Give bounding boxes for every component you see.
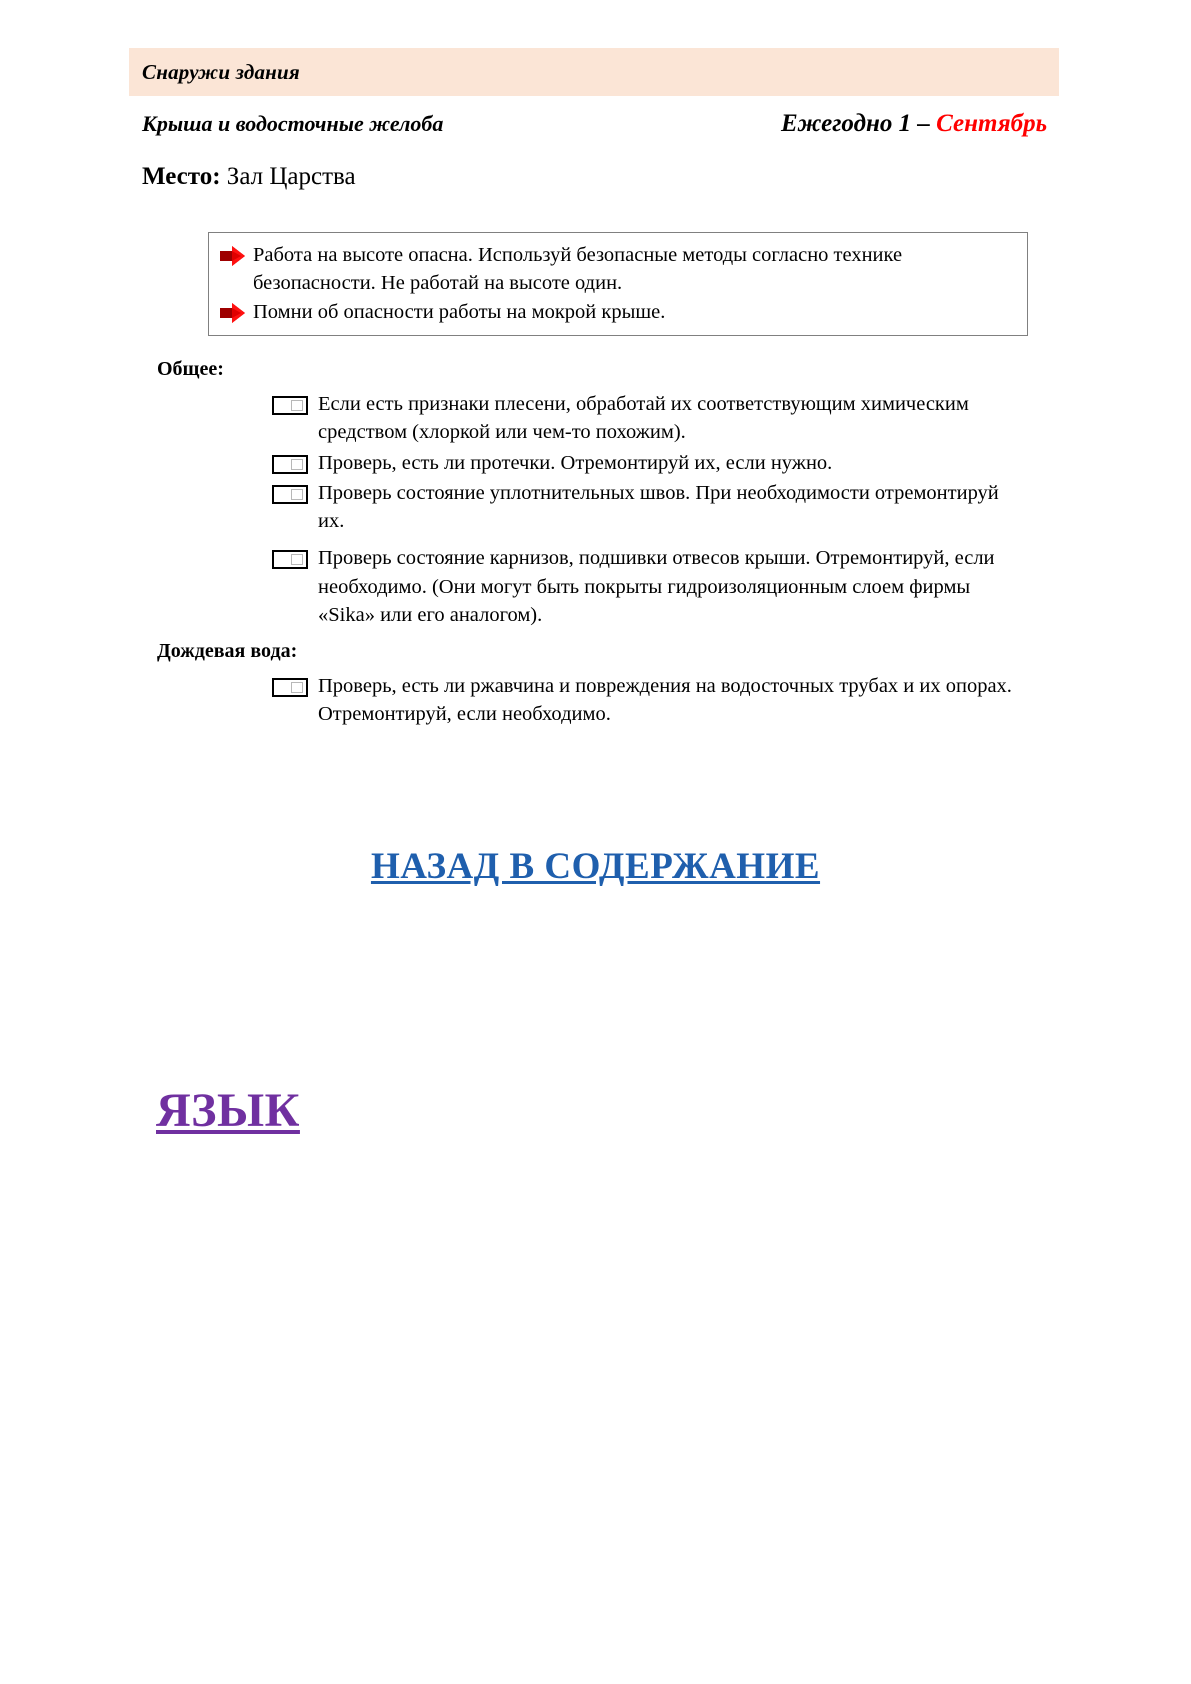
- language-link[interactable]: [156, 1083, 300, 1138]
- checkbox[interactable]: [272, 678, 308, 697]
- section-heading-general: Общее:: [157, 358, 224, 380]
- safety-warning-box: [208, 232, 1028, 336]
- checklist-item[interactable]: [272, 544, 1012, 629]
- warning-text: Работа на высоте опасна. Используй безопасные методы согласно технике безопасности. Не работай на высоте один.: [253, 244, 903, 294]
- location-row: [142, 163, 356, 191]
- header-banner-title: Снаружи здания: [142, 59, 300, 84]
- page-title: Крыша и водосточные желоба: [142, 111, 444, 136]
- red-arrow-icon: [219, 245, 247, 269]
- header-banner: [129, 48, 1059, 96]
- back-to-contents-link[interactable]: [0, 845, 1191, 888]
- checklist-item-label: Проверь состояние карнизов, подшивки отвесов крыши. Отремонтируй, если необходимо. (Они могут быть покрыты гидроизоляционным слоем фирмы «Sika» или его аналогом).: [318, 547, 995, 626]
- back-to-contents-label[interactable]: НАЗАД В СОДЕРЖАНИЕ: [370, 846, 821, 887]
- section-heading-rainwater: Дождевая вода:: [157, 640, 298, 662]
- checklist-general: [272, 390, 1012, 631]
- checklist-item-label: Проверь, есть ли ржавчина и повреждения на водосточных трубах и их опорах. Отремонтируй, если необходимо.: [318, 675, 1012, 726]
- language-label[interactable]: ЯЗЫК: [156, 1084, 300, 1137]
- checklist-item[interactable]: [272, 449, 1012, 477]
- checkbox[interactable]: [272, 485, 308, 504]
- checklist-item-label: Проверь, есть ли протечки. Отремонтируй их, если нужно.: [318, 451, 833, 474]
- title-row: [142, 110, 1047, 138]
- checklist-item-label: Если есть признаки плесени, обработай их соответствующим химическим средством (хлоркой или чем-то похожим).: [318, 393, 969, 444]
- checkbox[interactable]: [272, 396, 308, 415]
- warning-item: [219, 242, 1017, 297]
- checklist-item[interactable]: [272, 672, 1012, 729]
- frequency-prefix: Ежегодно 1 –: [780, 110, 937, 137]
- checklist-item[interactable]: [272, 479, 1012, 536]
- warning-item: [219, 299, 1017, 327]
- location-label: Место:: [142, 163, 221, 190]
- checkbox[interactable]: [272, 455, 308, 474]
- checkbox[interactable]: [272, 550, 308, 569]
- frequency-month: Сентябрь: [936, 110, 1047, 137]
- frequency-label: [781, 110, 1047, 138]
- red-arrow-icon: [219, 302, 247, 326]
- warning-text: Помни об опасности работы на мокрой крыше.: [253, 301, 666, 324]
- checklist-item[interactable]: [272, 390, 1012, 447]
- location-value: Зал Царства: [220, 163, 356, 190]
- checklist-rainwater: [272, 672, 1012, 731]
- checklist-item-label: Проверь состояние уплотнительных швов. При необходимости отремонтируй их.: [318, 481, 999, 533]
